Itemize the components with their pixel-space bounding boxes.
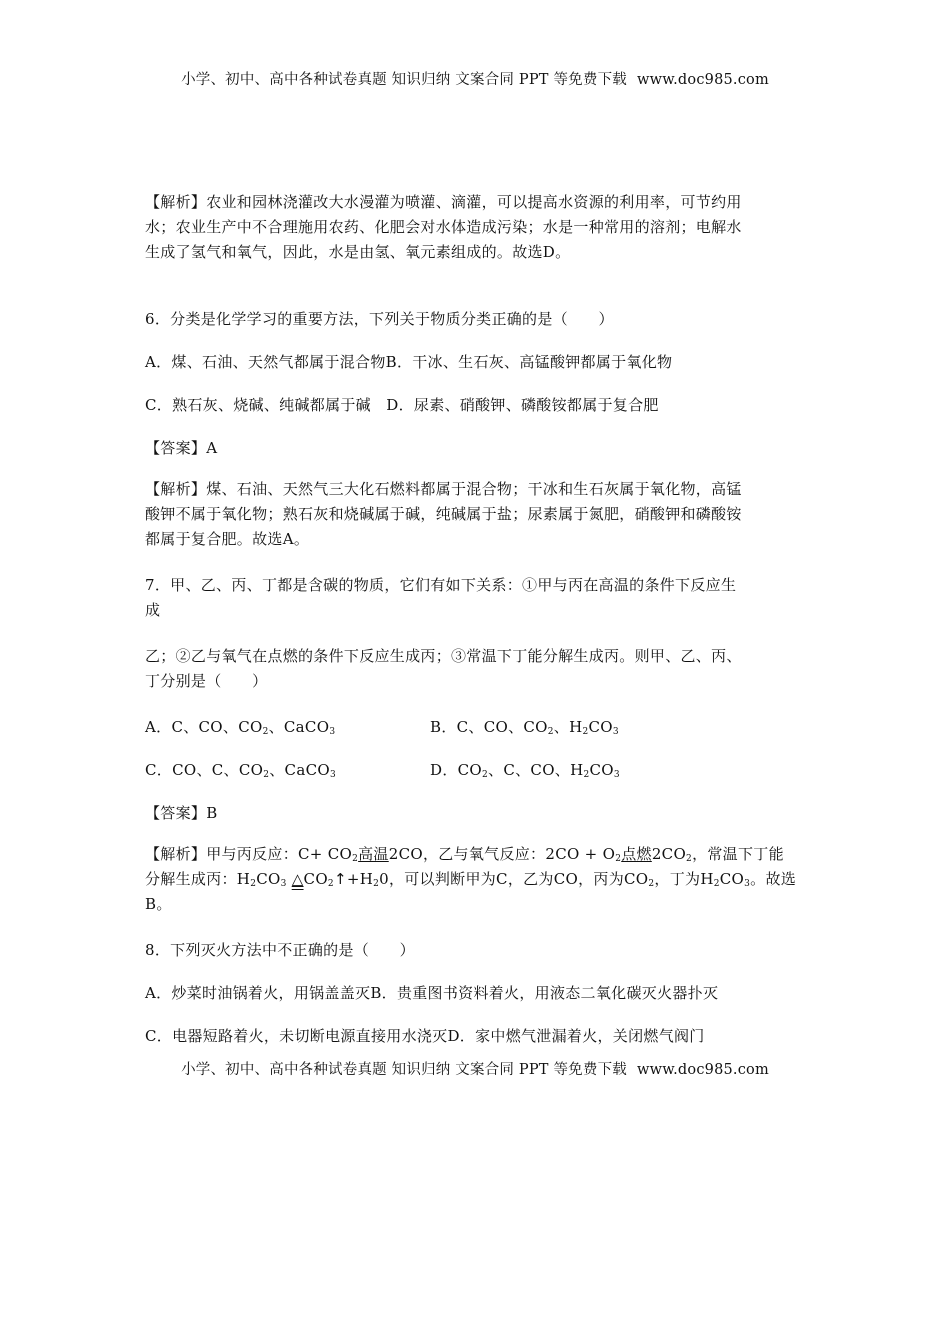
q7-analysis-line2: 分解生成丙：$H_2CO_3$ $\triangle CO_2↑+H_20$，可以判断甲为C，乙为CO，丙为$CO_2$，丁为$H_2CO_3$。故选 <box>145 870 797 889</box>
q7-stem-part1 <box>145 573 810 623</box>
q6-analysis-line2: 酸钾不属于氧化物；熟石灰和烧碱属于碱，纯碱属于盐；尿素属于氮肥，硝酸钾和磷酸铵 <box>145 505 742 523</box>
q7-stem-line2: 成 <box>145 601 161 619</box>
q7-analysis-line1: 【解析】甲与丙反应：$C+ CO_2$高温2CO，乙与氧气反应：$2CO + O_2$点燃$2CO_2$，常温下丁能 <box>145 845 784 864</box>
gas-up-arrow-icon: ↑ <box>333 870 347 888</box>
condition-high-temp: 高温 <box>358 845 389 863</box>
q6-analysis-line3: 都属于复合肥。故选A。 <box>145 530 310 548</box>
q7-analysis-line3: B。 <box>145 895 172 913</box>
q7-stem-line1: 7．甲、乙、丙、丁都是含碳的物质，它们有如下关系：①甲与丙在高温的条件下反应生 <box>145 576 737 594</box>
q7-analysis <box>145 842 810 917</box>
q6-analysis-line1: 【解析】煤、石油、天然气三大化石燃料都属于混合物；干冰和生石灰属于氧化物，高锰 <box>145 480 742 498</box>
page-header <box>0 68 950 89</box>
q6-options-cd: C．熟石灰、烧碱、纯碱都属于碱 D．尿素、硝酸钾、磷酸铵都属于复合肥 <box>145 396 659 414</box>
q8-options-ab: A．炒菜时油锅着火，用锅盖盖灭B．贵重图书资料着火，用液态二氧化碳灭火器扑灭 <box>145 984 719 1002</box>
q7-stem-line4: 丁分别是（ ） <box>145 672 268 690</box>
q5-analysis <box>145 190 810 265</box>
q7-option-d: D．$CO_2$、C、CO、$H_2CO_3$ <box>430 761 620 780</box>
q6-analysis <box>145 477 810 552</box>
footer-text: 小学、初中、高中各种试卷真题 知识归纳 文案合同 PPT 等免费下载 <box>181 1062 627 1078</box>
q7-stem-line3: 乙；②乙与氧气在点燃的条件下反应生成丙；③常温下丁能分解生成丙。则甲、乙、丙、 <box>145 647 742 665</box>
q5-analysis-line3: 生成了氢气和氧气，因此，水是由氢、氧元素组成的。故选D。 <box>145 243 571 261</box>
q6-answer: 【答案】A <box>145 439 218 457</box>
q8-options-cd: C．电器短路着火，未切断电源直接用水浇灭D．家中燃气泄漏着火，关闭燃气阀门 <box>145 1027 705 1045</box>
q5-analysis-line1: 【解析】农业和园林浇灌改大水漫灌为喷灌、滴灌，可以提高水资源的利用率，可节约用 <box>145 193 742 211</box>
header-text: 小学、初中、高中各种试卷真题 知识归纳 文案合同 PPT 等免费下载 <box>181 72 627 88</box>
q7-options-ab <box>145 715 810 740</box>
condition-heat: △ <box>291 870 304 888</box>
footer-url: www.doc985.com <box>636 1062 769 1078</box>
q6-stem: 6．分类是化学学习的重要方法，下列关于物质分类正确的是（ ） <box>145 310 614 328</box>
q7-option-a: A．C、CO、$CO_2$、CaCO$_3$ <box>145 718 336 737</box>
condition-ignite: 点燃 <box>621 845 652 863</box>
q7-option-b: B．C、CO、$CO_2$、$H_2CO_3$ <box>430 718 619 737</box>
header-url: www.doc985.com <box>636 72 769 88</box>
q8-stem: 8．下列灭火方法中不正确的是（ ） <box>145 941 415 959</box>
q7-answer: 【答案】B <box>145 804 218 822</box>
q5-analysis-line2: 水；农业生产中不合理施用农药、化肥会对水体造成污染；水是一种常用的溶剂；电解水 <box>145 218 742 236</box>
q7-options-cd <box>145 758 810 783</box>
q6-options-ab: A．煤、石油、天然气都属于混合物B．干冰、生石灰、高锰酸钾都属于氧化物 <box>145 353 673 371</box>
q7-option-c: C．CO、C、$CO_2$、CaCO$_3$ <box>145 761 336 780</box>
q7-stem-part2 <box>145 644 810 694</box>
page-footer <box>0 1058 950 1079</box>
